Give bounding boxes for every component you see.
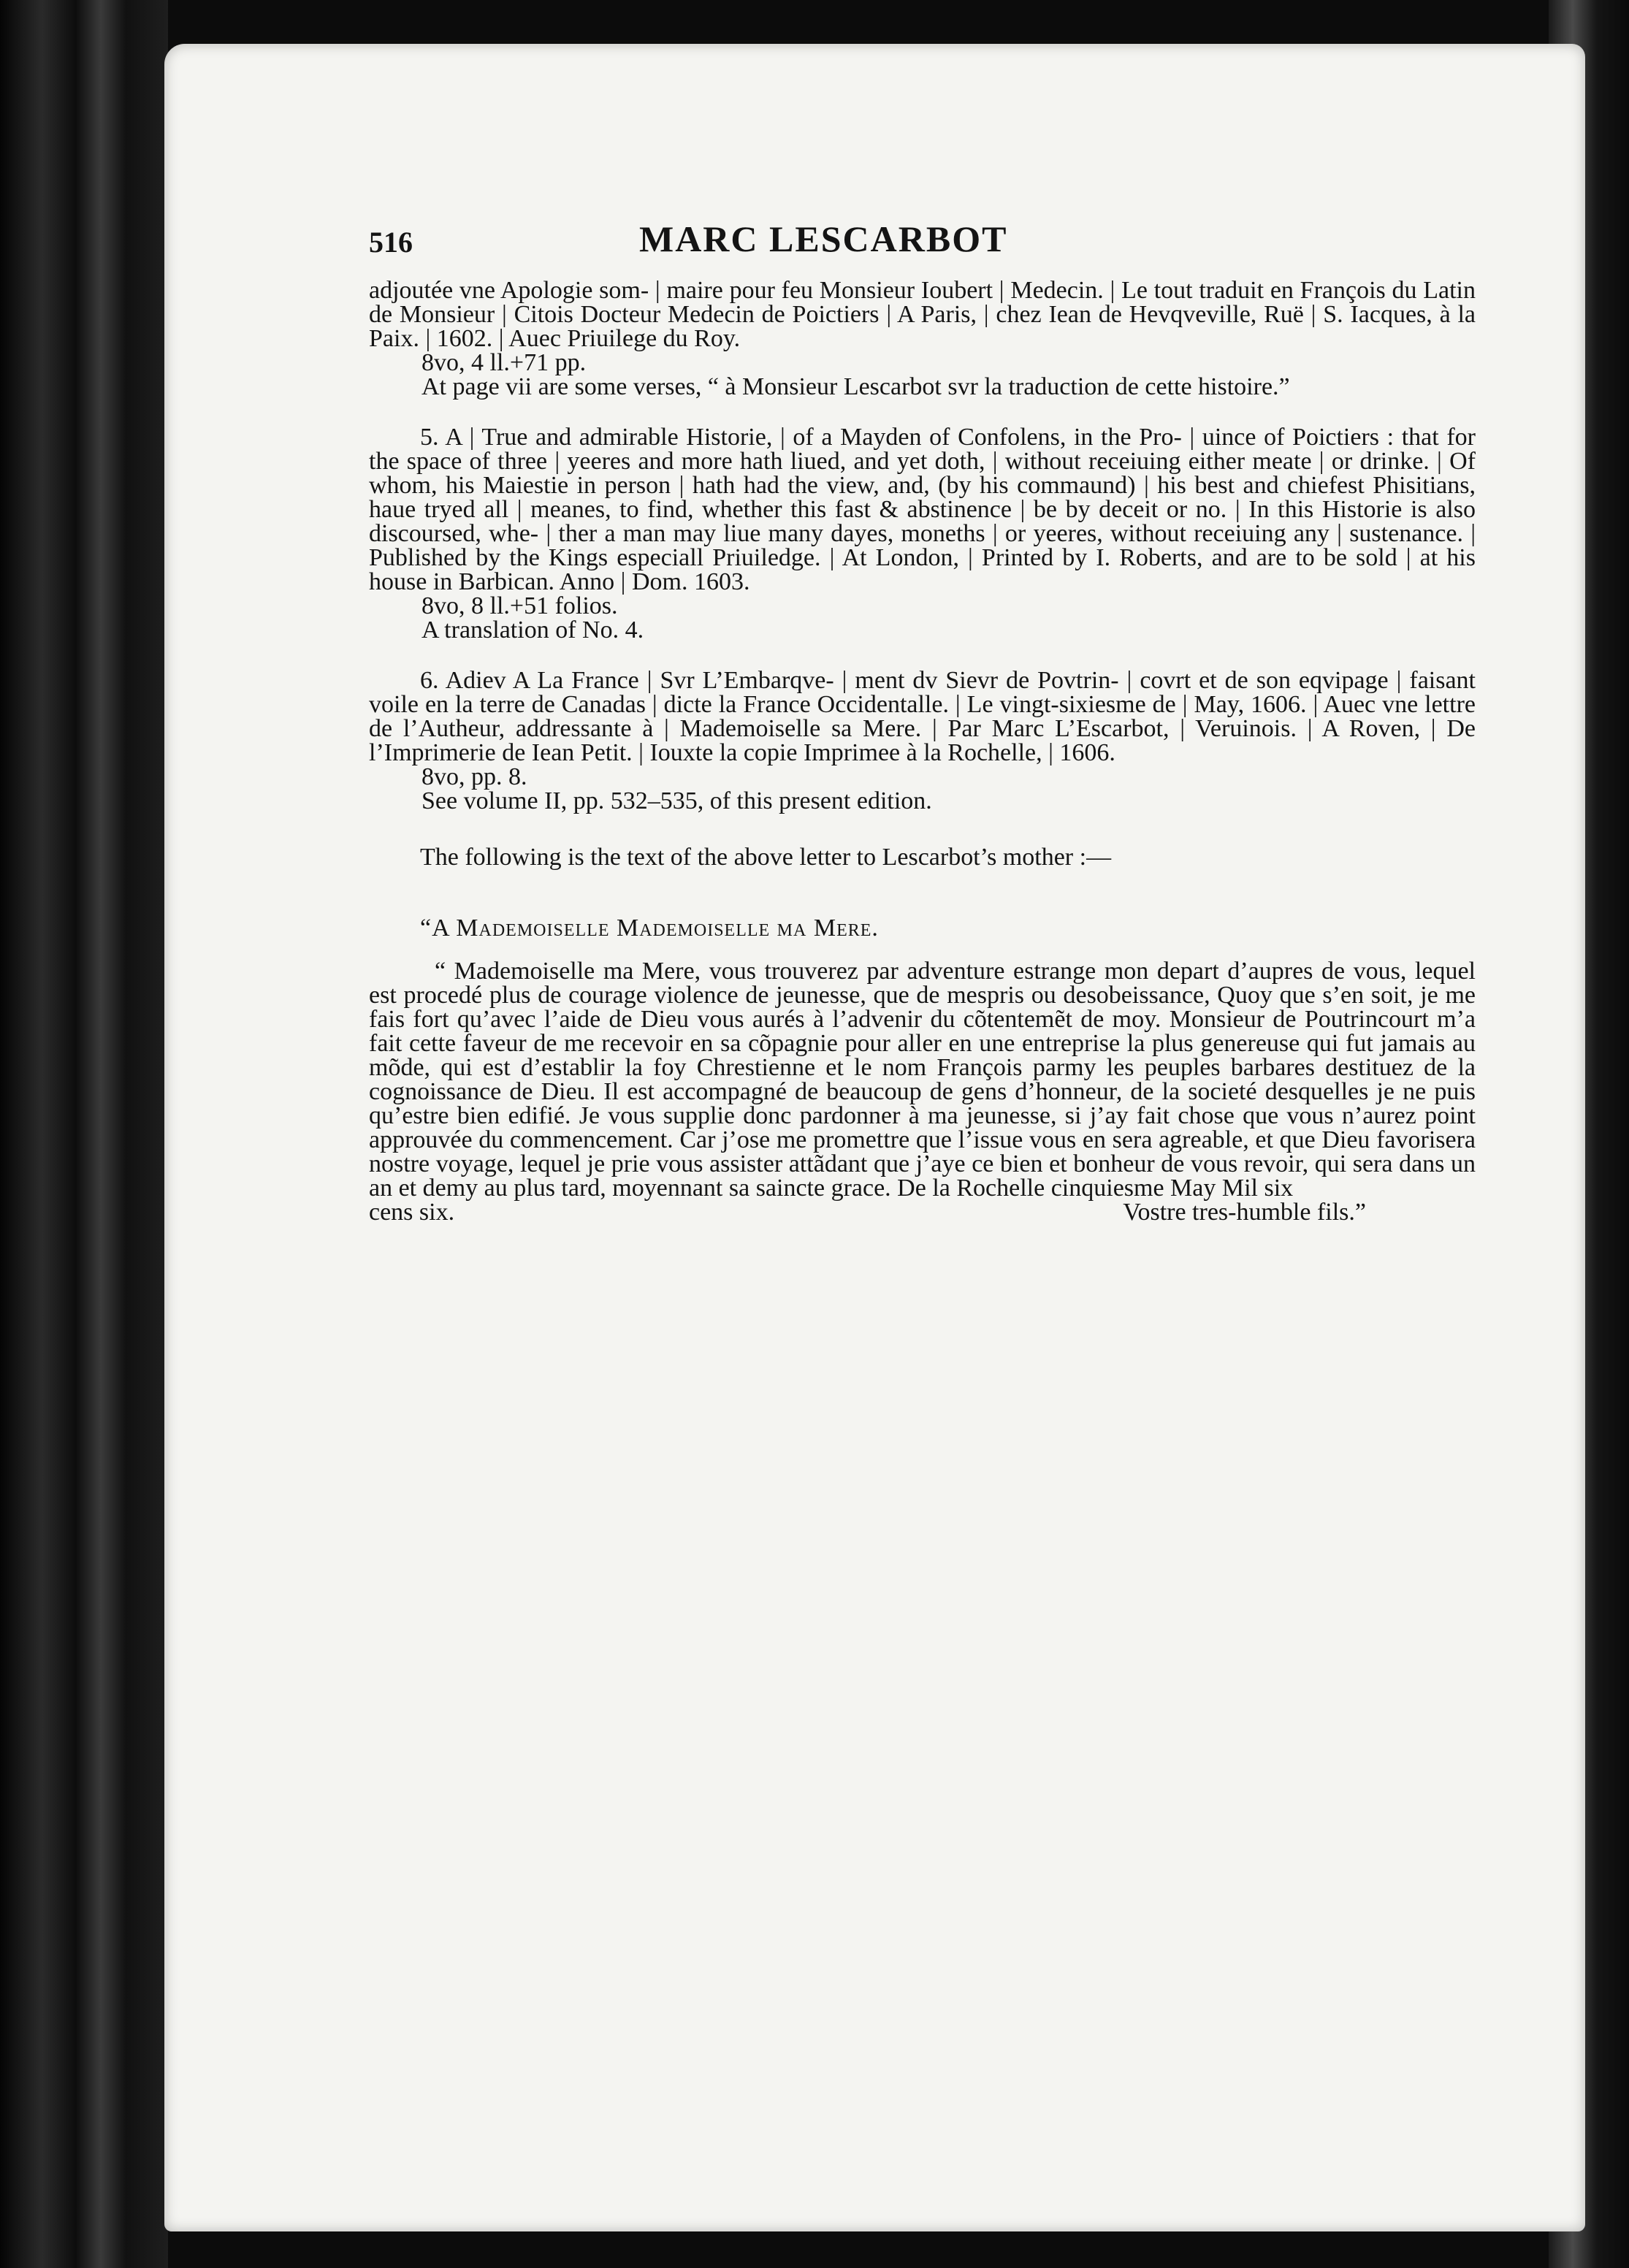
entry-5-description: 5. A | True and admirable Historie, | of a Mayden of Confolens, in the Pro- | uince of Poictiers : that for the space of three | yeeres and more hath liued, and yet doth, | without receiuing either meate | or drinke. | Of whom, his Maiestie in person | hath had the view, and, (by his commaund) | his best and chiefest Phisitians, haue tryed all | meanes, to find, whether this fast & abstinence | be by deceit or no. | In this Historie is also discoursed, whe- | ther a man may liue many dayes, moneths | or yeeres, without receiuing any | sustenance. | Published by the Kings especiall Priuiledge. | At London, | Printed by I. Roberts, and are to be sold | at his house in Barbican. Anno | Dom. 1603. [369, 424, 1476, 595]
letter-closing-line [369, 1200, 1476, 1224]
entry-4-continuation: adjoutée vne Apologie som- | maire pour feu Monsieur Ioubert | Medecin. | Le tout traduit en François du Latin de Monsieur | Citois Docteur Medecin de Poictiers | A Paris, | chez Iean de Hevqveville, Ruë | S. Iacques, à la Paix. | 1602. | Auec Priuilege du Roy. [369, 277, 1476, 352]
running-head [369, 218, 1476, 278]
page-number: 516 [369, 226, 413, 259]
letter-closing-text: cens six. [369, 1199, 455, 1226]
letter-body: “ Mademoiselle ma Mere, vous trouverez par adventure estrange mon depart d’aupres de vous, lequel est procedé plus de courage violence de jeunesse, que de mespris ou desobeissance, Quoy que s’en soit, je me fais fort qu’avec l’aide de Dieu vous aurés à l’advenir du cõtentemẽt de moy. Monsieur de Poutrincourt m’a fait cette faveur de me recevoir en sa cõpagnie pour aller en une entreprise la plus genereuse qui fut jamais au mõde, qui est d’establir la foy Chrestienne et le nom François parmy les peuples barbares destituez de la cognoissance de Dieu. Il est accompagné de beaucoup de gens d’honneur, de la societé desquelles je ne puis qu’estre bien edifié. Je vous supplie donc pardonner à ma jeunesse, si j’ay fait chose que vous n’aurez point approuvée du commencement. Car j’ose me promettre que l’issue vous en sera agreable, et que Dieu favorisera nostre voyage, lequel je prie vous assister attãdant que j’aye ce bien et bonheur de vous revoir, qui sera dans un an et demy au plus tard, moyennant sa saincte grace. De la Rochelle cinquiesme May Mil six [369, 958, 1476, 1202]
entry-6-note: See volume II, pp. 532–535, of this present edition. [421, 787, 932, 814]
entry-6-description: 6. Adiev A La France | Svr L’Embarqve- | ment dv Sievr de Povtrin- | covrt et de son eqvipage | faisant voile en la terre de Canadas | dicte la France Occidentalle. | Le vingt-sixiesme de | May, 1606. | Auec vne lettre de l’Autheur, addressante à | Mademoiselle sa Mere. | Par Marc L’Escarbot, | Veruinois. | A Roven, | De l’Imprimerie de Iean Petit. | Iouxte la copie Imprimee à la Rochelle, | 1606. [369, 667, 1476, 766]
entry-6-format: 8vo, pp. 8. [421, 763, 527, 790]
running-title: MARC LESCARBOT [639, 218, 1008, 259]
letter-intro: The following is the text of the above letter to Lescarbot’s mother :— [420, 844, 1112, 871]
entry-5-format: 8vo, 8 ll.+51 folios. [421, 592, 618, 619]
entry-4-format: 8vo, 4 ll.+71 pp. [421, 349, 587, 376]
letter-salutation: “A Mademoiselle Mademoiselle ma Mere. [420, 915, 879, 942]
entry-4-note: At page vii are some verses, “ à Monsieur Lescarbot svr la traduction de cette histoire.” [421, 373, 1290, 400]
entry-5-note: A translation of No. 4. [421, 616, 644, 644]
page-text [369, 218, 1476, 1226]
letter-signature: Vostre tres-humble fils.” [1123, 1199, 1366, 1226]
scan-border-left [0, 0, 168, 2268]
